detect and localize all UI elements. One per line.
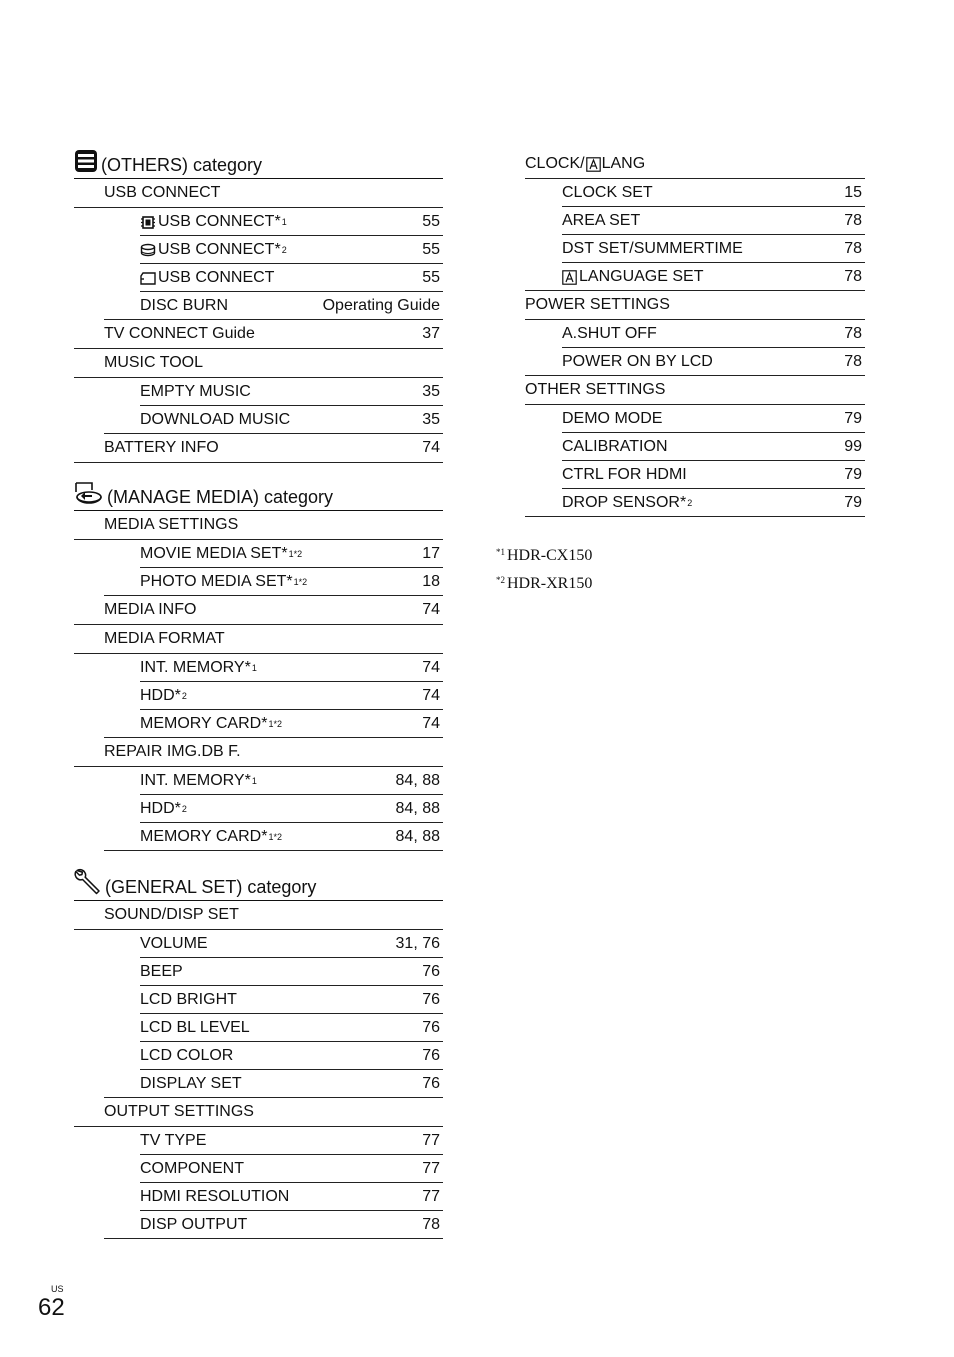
manage-media-category-heading [74, 478, 443, 511]
page-number: 74 [422, 439, 440, 456]
footnote-mark: 1*2 [268, 719, 282, 729]
page-number: 17 [422, 545, 440, 562]
page-number: 55 [422, 241, 440, 258]
page-number: 76 [422, 991, 440, 1008]
tv-connect-row [74, 320, 443, 349]
beep-label: BEEP [140, 963, 183, 980]
page-number: 74 [422, 601, 440, 618]
photo-media-set-label: PHOTO MEDIA SET* [140, 573, 293, 590]
disc-burn-row [74, 292, 443, 320]
general-set-category-heading [74, 868, 443, 901]
footnote-mark: 1 [281, 217, 287, 227]
repair-img-db-group [74, 738, 443, 767]
footnotes [495, 540, 592, 596]
clock-set-row [525, 179, 865, 207]
others-category-icon [74, 149, 98, 173]
others-category-heading [74, 146, 443, 179]
hdd-label: HDD* [140, 687, 181, 704]
calibration-row [525, 433, 865, 461]
dst-set-row [525, 235, 865, 263]
page-number: 78 [422, 1216, 440, 1233]
page-number: 99 [844, 438, 862, 455]
footnote-mark: 1 [251, 776, 257, 786]
page-number: 74 [422, 715, 440, 732]
volume-label: VOLUME [140, 935, 208, 952]
usb-connect-label: USB CONNECT [104, 184, 221, 201]
left-column [74, 146, 443, 1239]
internal-memory-icon [140, 215, 156, 230]
tv-type-row [74, 1127, 443, 1155]
footnote-mark: *2 [496, 575, 505, 585]
component-row [74, 1155, 443, 1183]
disc-burn-label: DISC BURN [140, 297, 229, 314]
page-number: 55 [422, 213, 440, 230]
footnote-text: HDR-XR150 [507, 575, 593, 592]
page-reference: Operating Guide [322, 297, 440, 314]
demo-mode-row [525, 405, 865, 433]
power-settings-group [525, 291, 865, 320]
empty-music-label: EMPTY MUSIC [140, 383, 251, 400]
demo-mode-label: DEMO MODE [562, 410, 663, 427]
manage-media-category-title: (MANAGE MEDIA) category [107, 487, 334, 507]
power-on-by-lcd-label: POWER ON BY LCD [562, 353, 713, 370]
footnote-text: HDR-CX150 [507, 547, 593, 564]
battery-info-row [74, 434, 443, 463]
media-format-label: MEDIA FORMAT [104, 630, 225, 647]
page-number: 84, 88 [395, 772, 440, 789]
footnote-mark: 1*2 [268, 832, 282, 842]
page-number: 15 [844, 184, 862, 201]
page-number: 79 [844, 466, 862, 483]
page-number: 79 [844, 410, 862, 427]
disp-output-label: DISP OUTPUT [140, 1216, 248, 1233]
area-set-label: AREA SET [562, 212, 641, 229]
page-number: 76 [422, 1075, 440, 1092]
general-set-category-title: (GENERAL SET) category [105, 877, 317, 897]
sound-disp-set-group [74, 901, 443, 930]
usb-connect-card-row [74, 264, 443, 292]
ctrl-for-hdmi-label: CTRL FOR HDMI [562, 466, 687, 483]
display-set-row [74, 1070, 443, 1098]
hdd-label: HDD* [140, 800, 181, 817]
page-number: 31, 76 [395, 935, 440, 952]
usb-connect-card-label: USB CONNECT [158, 269, 275, 286]
page-number: 76 [422, 1019, 440, 1036]
format-hdd-row [74, 682, 443, 710]
lcd-bl-level-label: LCD BL LEVEL [140, 1019, 250, 1036]
clock-set-label: CLOCK SET [562, 184, 653, 201]
empty-music-row [74, 378, 443, 406]
output-settings-label: OUTPUT SETTINGS [104, 1103, 254, 1120]
output-settings-group [74, 1098, 443, 1127]
page-number: 76 [422, 1047, 440, 1064]
usb-connect-group [74, 179, 443, 208]
ctrl-for-hdmi-row [525, 461, 865, 489]
clock-lang-label-b: LANG [601, 155, 646, 172]
photo-media-set-row [74, 568, 443, 596]
repair-memory-card-row [74, 823, 443, 851]
footnote-mark: 2 [181, 804, 187, 814]
page-number: 84, 88 [395, 800, 440, 817]
a-shut-off-label: A.SHUT OFF [562, 325, 657, 342]
page-number: 18 [422, 573, 440, 590]
memory-card-icon [140, 271, 156, 286]
power-settings-label: POWER SETTINGS [525, 296, 670, 313]
manage-media-category-icon [74, 481, 104, 505]
hdmi-resolution-label: HDMI RESOLUTION [140, 1188, 290, 1205]
page-number: 74 [422, 659, 440, 676]
media-info-label: MEDIA INFO [104, 601, 197, 618]
format-memory-card-row [74, 710, 443, 738]
a-shut-off-row [525, 320, 865, 348]
usb-connect-memory-row [74, 208, 443, 236]
clock-lang-label-a: CLOCK/ [525, 155, 585, 172]
calibration-label: CALIBRATION [562, 438, 668, 455]
disp-output-row [74, 1211, 443, 1239]
page-number: 76 [422, 963, 440, 980]
wrench-icon [74, 867, 102, 895]
memory-card-label: MEMORY CARD* [140, 828, 268, 845]
volume-row [74, 930, 443, 958]
area-set-row [525, 207, 865, 235]
tv-connect-label: TV CONNECT Guide [104, 325, 255, 342]
usb-connect-hdd-row [74, 236, 443, 264]
download-music-row [74, 406, 443, 434]
clock-lang-group [525, 150, 865, 179]
page-number: 78 [844, 353, 862, 370]
right-column [525, 150, 865, 517]
language-icon [562, 270, 577, 285]
music-tool-group [74, 349, 443, 378]
page-number: 77 [422, 1132, 440, 1149]
footnote-mark: 1*2 [288, 549, 303, 559]
movie-media-set-row [74, 540, 443, 568]
tv-type-label: TV TYPE [140, 1132, 207, 1149]
other-settings-label: OTHER SETTINGS [525, 381, 666, 398]
page-number: 78 [844, 240, 862, 257]
page-number: 77 [422, 1188, 440, 1205]
page-number: 78 [844, 325, 862, 342]
lcd-color-label: LCD COLOR [140, 1047, 234, 1064]
memory-card-label: MEMORY CARD* [140, 715, 268, 732]
usb-connect-memory-label: USB CONNECT* [158, 213, 281, 230]
page-number: 55 [422, 269, 440, 286]
page-number: 74 [422, 687, 440, 704]
page-number: 77 [422, 1160, 440, 1177]
lcd-bright-label: LCD BRIGHT [140, 991, 237, 1008]
component-label: COMPONENT [140, 1160, 244, 1177]
footnote-mark: 1*2 [293, 577, 308, 587]
music-tool-label: MUSIC TOOL [104, 354, 203, 371]
lcd-bl-level-row [74, 1014, 443, 1042]
footnote-2 [495, 568, 592, 596]
region-code: US [51, 1284, 64, 1294]
page-number: 35 [422, 411, 440, 428]
int-memory-label: INT. MEMORY* [140, 659, 251, 676]
page-number: 84, 88 [395, 828, 440, 845]
footnote-mark: 1 [251, 663, 257, 673]
dst-set-label: DST SET/SUMMERTIME [562, 240, 743, 257]
int-memory-label: INT. MEMORY* [140, 772, 251, 789]
page-number: 79 [844, 494, 862, 511]
others-category-title: (OTHERS) category [101, 155, 263, 175]
other-settings-group [525, 376, 865, 405]
hdd-icon [140, 243, 156, 258]
lcd-bright-row [74, 986, 443, 1014]
battery-info-label: BATTERY INFO [104, 439, 219, 456]
power-on-by-lcd-row [525, 348, 865, 376]
footnote-mark: 2 [181, 691, 187, 701]
sound-disp-set-label: SOUND/DISP SET [104, 906, 239, 923]
footnote-1 [495, 540, 592, 568]
language-icon [586, 157, 601, 172]
usb-connect-hdd-label: USB CONNECT* [158, 241, 281, 258]
page-number: 78 [844, 268, 862, 285]
format-int-memory-row [74, 654, 443, 682]
movie-media-set-label: MOVIE MEDIA SET* [140, 545, 288, 562]
beep-row [74, 958, 443, 986]
footnote-mark: 2 [687, 498, 693, 508]
media-settings-group [74, 511, 443, 540]
media-info-row [74, 596, 443, 625]
repair-hdd-row [74, 795, 443, 823]
drop-sensor-label: DROP SENSOR* [562, 494, 687, 511]
page-number-footer: 62 [38, 1294, 65, 1321]
page-number: 37 [422, 325, 440, 342]
drop-sensor-row [525, 489, 865, 517]
page-number: 78 [844, 212, 862, 229]
hdmi-resolution-row [74, 1183, 443, 1211]
download-music-label: DOWNLOAD MUSIC [140, 411, 291, 428]
display-set-label: DISPLAY SET [140, 1075, 242, 1092]
repair-int-memory-row [74, 767, 443, 795]
media-format-group [74, 625, 443, 654]
language-set-row [525, 263, 865, 291]
repair-img-db-label: REPAIR IMG.DB F. [104, 743, 241, 760]
footnote-mark: 2 [281, 245, 287, 255]
lcd-color-row [74, 1042, 443, 1070]
footnote-mark: *1 [496, 547, 505, 557]
media-settings-label: MEDIA SETTINGS [104, 516, 239, 533]
page-number: 35 [422, 383, 440, 400]
language-set-label: LANGUAGE SET [579, 268, 704, 285]
